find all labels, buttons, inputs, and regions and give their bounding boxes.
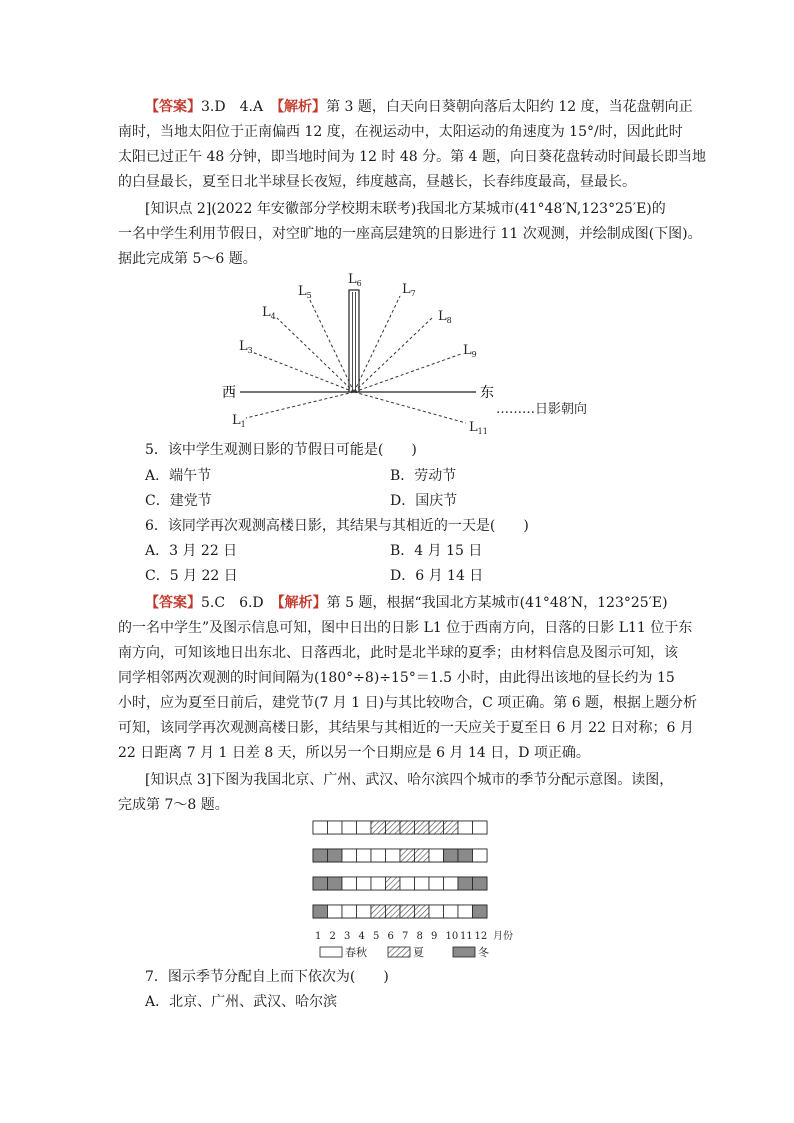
shadow-line-l5 [309, 298, 354, 392]
question-5-option-c: C．建党节 [145, 493, 212, 509]
answer-text: 3.D 4.A [201, 99, 278, 115]
legend-swatch-spring-autumn [320, 947, 342, 957]
season-cell [415, 905, 430, 918]
season-cell [328, 877, 343, 890]
season-cell [473, 877, 488, 890]
question-6-stem: 6．该同学再次观测高楼日影，其结果与其相近的一天是( ) [145, 518, 529, 534]
season-cell [371, 877, 386, 890]
season-cell [371, 849, 386, 862]
season-cell [429, 877, 444, 890]
question-6-option-d: D．6 月 14 日 [390, 568, 484, 584]
season-cell [342, 849, 357, 862]
answer-block-1-line-4: 的白昼最长，夏至日北半球昼长夜短，纬度越高，昼越长，长春纬度最高，昼最长。 [118, 174, 636, 190]
knowledge-point-3-line-2: 完成第 7～8 题。 [118, 797, 229, 813]
shadow-line-l11 [354, 392, 466, 423]
season-cell [400, 821, 415, 834]
answer-text: 5.C 6.D [201, 595, 278, 611]
season-chart [300, 815, 530, 965]
season-cell [386, 905, 401, 918]
question-7-stem: 7．图示季节分配自上而下依次为( ) [145, 969, 389, 985]
season-cell [386, 849, 401, 862]
season-cell [458, 877, 473, 890]
question-6-option-c: C．5 月 22 日 [145, 568, 238, 584]
answer-tag: 【答案】 [145, 595, 201, 611]
answer-block-1-line-3: 太阳已过正午 48 分钟，即当地时间为 12 时 48 分。第 4 题，向日葵花盘转动时间最长即当地 [118, 149, 706, 165]
season-cell [400, 849, 415, 862]
answer-block-2-line-4: 同学相邻两次观测的时间间隔为(180°÷8)÷15°＝1.5 小时，由此得出该地的昼长约为 15 [118, 670, 675, 686]
answer-block-2-line-6: 可知，该同学再次观测高楼日影，其结果与其相近的一天应关于夏至日 6 月 22 日对称；6 月 [118, 720, 694, 736]
building [349, 290, 359, 392]
season-cell [429, 849, 444, 862]
season-cell [473, 905, 488, 918]
season-cell [328, 821, 343, 834]
shadow-line-l8 [354, 318, 432, 392]
season-cell [444, 877, 459, 890]
month-tick-label: 10 [445, 931, 459, 942]
season-cell [328, 849, 343, 862]
shadow-line-l4 [277, 318, 354, 392]
shadow-line-l3 [252, 352, 354, 392]
label-l8: $L_8$ [438, 309, 452, 325]
question-5-option-b: B．劳动节 [390, 468, 457, 484]
season-cell [357, 821, 372, 834]
month-tick-label: 12 [474, 931, 488, 942]
west-label: 西 [222, 385, 236, 401]
shadow-line-l7 [354, 296, 400, 392]
analysis-text: 第 3 题，白天向日葵朝向落后太阳约 12 度，当花盘朝向正 [326, 99, 693, 115]
season-cell [386, 877, 401, 890]
legend-swatch-winter [453, 947, 475, 957]
season-cell [357, 849, 372, 862]
season-cell [415, 849, 430, 862]
question-5-stem: 5．该中学生观测日影的节假日可能是( ) [145, 442, 417, 458]
month-tick-label: 8 [416, 931, 423, 942]
answer-block-2-line-7: 22 日距离 7 月 1 日差 8 天，所以另一个日期应是 6 月 14 日，D 项正确。 [118, 745, 590, 761]
answer-block-2-line-3: 南方向，可知该地日出东北、日落西北，此时是北半球的夏季；由材料信息及图示可知，该 [118, 645, 678, 661]
month-tick-label: 6 [387, 931, 394, 942]
season-cell [473, 849, 488, 862]
season-cell [458, 849, 473, 862]
season-cell [342, 877, 357, 890]
legend-shadow-direction: ………日影朝向 [496, 402, 588, 417]
season-cell [357, 877, 372, 890]
label-l3: $L_3$ [239, 339, 253, 355]
label-l4: $L_4$ [262, 305, 276, 321]
season-cell [313, 821, 328, 834]
legend-label-spring-autumn: 春秋 [345, 946, 367, 959]
answer-tag: 【答案】 [145, 99, 201, 115]
season-cell [342, 821, 357, 834]
answer-block-2-line-5: 小时，应为夏至日前后，建党节(7 月 1 日)与其比较吻合，C 项正确。第 6 题，根据上题分析 [118, 695, 698, 711]
season-cell [386, 821, 401, 834]
answer-block-2-line-1 [145, 593, 668, 613]
month-tick-label: 5 [373, 931, 380, 942]
shadow-diagram [0, 0, 794, 440]
season-cell [313, 877, 328, 890]
label-l7: $L_7$ [402, 282, 416, 298]
season-cell [371, 905, 386, 918]
month-tick-label: 7 [402, 931, 409, 942]
knowledge-point-3-line-1: [知识点 3]下图为我国北京、广州、武汉、哈尔滨四个城市的季节分配示意图。读图， [145, 772, 674, 788]
shadow-line-l9 [354, 354, 461, 392]
question-6-option-b: B．4 月 15 日 [390, 543, 483, 559]
knowledge-point-2-line-2: 一名中学生利用节假日，对空旷地的一座高层建筑的日影进行 11 次观测，并绘制成图(下图)。 [118, 226, 702, 242]
season-cell [400, 877, 415, 890]
legend-label-winter: 冬 [478, 946, 489, 959]
question-5-option-a: A．端午节 [145, 468, 212, 484]
month-tick-label: 1 [315, 931, 322, 942]
season-cell [444, 821, 459, 834]
analysis-tag: 【解析】 [277, 99, 327, 115]
analysis-tag: 【解析】 [277, 595, 327, 611]
label-l6: $L_6$ [348, 272, 362, 288]
season-cell [400, 905, 415, 918]
month-unit-label: 月份 [493, 931, 513, 942]
label-l1: $L_1$ [232, 413, 246, 429]
legend-swatch-summer [388, 947, 410, 957]
season-cell [458, 821, 473, 834]
season-cell [371, 821, 386, 834]
season-cell [429, 821, 444, 834]
east-label: 东 [480, 385, 494, 401]
label-l9: $L_9$ [463, 343, 477, 359]
month-tick-label: 2 [329, 931, 336, 942]
month-tick-label: 11 [460, 931, 473, 942]
question-7-option-a: A．北京、广州、武汉、哈尔滨 [145, 994, 338, 1010]
legend-label-summer: 夏 [413, 946, 424, 959]
month-tick-label: 4 [358, 931, 365, 942]
month-tick-label: 9 [431, 931, 438, 942]
season-cell [458, 905, 473, 918]
knowledge-point-2-line-1: [知识点 2](2022 年安徽部分学校期末联考)我国北方某城市(41°48′N,123°25′E)的 [145, 201, 666, 217]
season-cell [444, 905, 459, 918]
label-l11: $L_{11}$ [469, 420, 488, 436]
knowledge-point-2-line-3: 据此完成第 5～6 题。 [118, 251, 257, 267]
question-6-option-a: A．3 月 22 日 [145, 543, 238, 559]
label-l5: $L_5$ [298, 284, 312, 300]
season-cell [415, 821, 430, 834]
question-5-option-d: D．国庆节 [390, 493, 458, 509]
season-cell [444, 849, 459, 862]
season-cell [357, 905, 372, 918]
season-cell [473, 821, 488, 834]
season-cell [313, 849, 328, 862]
season-cell [429, 905, 444, 918]
answer-block-1-line-2: 南时，当地太阳位于正南偏西 12 度，在视运动中，太阳运动的角速度为 15°/时，因此此时 [118, 124, 683, 140]
analysis-text: 第 5 题，根据“我国北方某城市(41°48′N，123°25′E) [326, 595, 668, 611]
shadow-line-l1 [246, 392, 354, 418]
answer-block-2-line-2: 的一名中学生”及图示信息可知，图中日出的日影 L1 位于西南方向，日落的日影 L11 位于东 [118, 620, 693, 636]
season-cell [328, 905, 343, 918]
month-tick-label: 3 [344, 931, 351, 942]
season-cell [342, 905, 357, 918]
season-cell [415, 877, 430, 890]
season-cell [313, 905, 328, 918]
